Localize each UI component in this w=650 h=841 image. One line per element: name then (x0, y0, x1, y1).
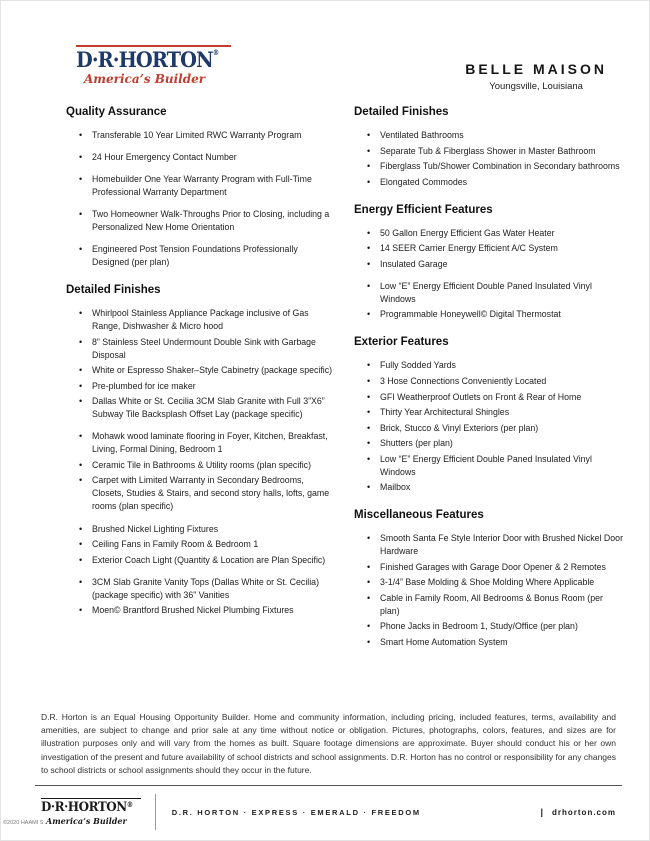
feature-text: Finished Garages with Garage Door Opener & 2 Remotes (380, 561, 606, 572)
section-title: Exterior Features (354, 336, 449, 349)
feature-text: 3-1/4” Base Molding & Shoe Molding Where Applicable (380, 577, 595, 588)
bullet-icon: • (79, 523, 83, 534)
feature-text: 50 Gallon Energy Efficient Gas Water Heater (380, 227, 555, 238)
community-name: BELLE MAISON (465, 61, 607, 77)
feature-item (79, 380, 336, 393)
content-columns (1, 92, 649, 652)
feature-item (367, 391, 624, 404)
brand-families-line: D.R. HORTON · EXPRESS · EMERALD · FREEDOM (171, 807, 421, 817)
feature-text: Programmable Honeywell© Digital Thermostat (380, 309, 561, 320)
feature-text: Engineered Post Tension Foundations Professionally Designed (per plan) (92, 244, 298, 268)
feature-item (79, 129, 336, 142)
feature-text: Low “E” Energy Efficient Double Paned Insulated Vinyl Windows (380, 453, 592, 477)
feature-item (79, 395, 336, 421)
bullet-icon: • (79, 130, 83, 140)
feature-list (354, 227, 624, 322)
feature-item (79, 554, 336, 567)
bullet-icon: • (367, 592, 371, 603)
community-location: Youngsville, Louisiana (489, 81, 583, 92)
community-block (465, 61, 607, 92)
bullet-icon: • (79, 605, 83, 616)
bullet-icon: • (367, 161, 371, 172)
bullet-icon: • (367, 145, 371, 156)
feature-text: 24 Hour Emergency Contact Number (92, 152, 237, 163)
bullet-icon: • (79, 244, 83, 255)
feature-item (79, 151, 336, 164)
feature-item (79, 523, 336, 536)
feature-text: Exterior Coach Light (Quantity & Location are Plan Specific) (92, 554, 326, 565)
bullet-icon: • (367, 375, 371, 386)
feature-item (367, 576, 624, 589)
logo-wordmark-text: D·R·HORTON (76, 47, 213, 72)
feature-text: White or Espresso Shaker–Style Cabinetry (package specific) (92, 365, 333, 376)
feature-item (367, 620, 624, 633)
feature-item (79, 243, 336, 269)
section-title: Quality Assurance (66, 106, 167, 118)
feature-text: 8” Stainless Steel Undermount Double Sink with Garbage Disposal (92, 336, 316, 360)
feature-text: Ventilated Bathrooms (380, 130, 464, 140)
bullet-icon: • (367, 422, 371, 433)
feature-text: Moen© Brantford Brushed Nickel Plumbing Fixtures (92, 605, 294, 616)
page-footer (1, 711, 649, 840)
bullet-icon: • (367, 561, 371, 572)
feature-text: Brushed Nickel Lighting Fixtures (92, 523, 219, 534)
feature-item (367, 406, 624, 419)
feature-list (66, 129, 336, 269)
website-url[interactable]: drhorton.com (552, 807, 616, 817)
feature-item (79, 364, 336, 377)
feature-item (79, 173, 336, 199)
feature-item (367, 422, 624, 435)
footer-row (41, 794, 616, 830)
feature-item (367, 160, 624, 173)
drhorton-logo (76, 45, 231, 92)
feature-text: Homebuilder One Year Warranty Program with Full-Time Professional Warranty Department (92, 174, 312, 198)
feature-list (354, 359, 624, 494)
feature-list (354, 532, 624, 649)
feature-text: Fully Sodded Yards (380, 360, 456, 371)
feature-item (79, 430, 336, 456)
feature-item (367, 532, 624, 558)
feature-item (367, 242, 624, 255)
logo-wordmark (76, 49, 218, 71)
bullet-icon: • (79, 152, 83, 163)
feature-text: 14 SEER Carrier Energy Efficient A/C System (380, 243, 558, 254)
bullet-icon: • (367, 280, 371, 291)
feature-item (79, 459, 336, 472)
feature-list (66, 307, 336, 617)
feature-text: 3CM Slab Granite Vanity Tops (Dallas White or St. Cecilia) (package specific) with 36” Vanities (92, 576, 320, 600)
feature-text: Separate Tub & Fiberglass Shower in Master Bathroom (380, 145, 596, 156)
section-title: Detailed Finishes (354, 106, 449, 118)
bullet-icon: • (367, 621, 371, 632)
feature-item (79, 538, 336, 551)
feature-text: Fiberglass Tub/Shower Combination in Secondary bathrooms (380, 161, 620, 172)
feature-text: Elongated Commodes (380, 176, 468, 187)
bullet-icon: • (79, 475, 83, 486)
feature-text: Cable in Family Room, All Bedrooms & Bonus Room (per plan) (380, 592, 603, 616)
feature-text: Smooth Santa Fe Style Interior Door with Brushed Nickel Door Hardware (380, 533, 623, 557)
website-block (540, 807, 616, 817)
feature-text: Transferable 10 Year Limited RWC Warranty Program (92, 130, 302, 140)
feature-item (367, 453, 624, 479)
bullet-icon: • (79, 174, 83, 185)
feature-item (79, 336, 336, 362)
drhorton-footer-logo (41, 798, 141, 826)
legal-disclaimer: D.R. Horton is an Equal Housing Opportunity Builder. Home and community information, including pricing, included features, terms, availability and amenities, are subject to change and prior sale at any time without notice or obligation. Pictures, photographs, colors, features, and sizes are for illustration purposes only and will vary from the homes as built. Square footage dimensions are approximate. Buyer should conduct his or her own investigation of the present and future availability of school districts and school assignments. D.R. Horton has no control or responsibility for any changes to school districts or school assignments should they occur in the future. (41, 712, 616, 775)
footer-registered-mark: ® (126, 800, 133, 810)
feature-item (367, 227, 624, 240)
bullet-icon: • (367, 533, 371, 544)
feature-item (79, 576, 336, 602)
bullet-icon: • (367, 258, 371, 269)
feature-item (367, 437, 624, 450)
bullet-icon: • (79, 336, 83, 347)
feature-text: GFI Weatherproof Outlets on Front & Rear of Home (380, 391, 582, 402)
bullet-icon: • (79, 380, 83, 391)
feature-text: Two Homeowner Walk-Throughs Prior to Closing, including a Personalized New Home Orientation (92, 209, 330, 233)
feature-item (367, 308, 624, 321)
feature-text: Mailbox (380, 482, 411, 493)
feature-text: Carpet with Limited Warranty in Secondary Bedrooms, Closets, Studies & Stairs, and second story halls, lofts, game rooms (plan specific) (92, 475, 330, 512)
feature-list (354, 129, 624, 189)
bullet-icon: • (367, 453, 371, 464)
feature-item (367, 176, 624, 189)
feature-text: Thirty Year Architectural Shingles (380, 407, 510, 418)
feature-text: Insulated Garage (380, 258, 448, 269)
feature-item (367, 561, 624, 574)
feature-text: Mohawk wood laminate flooring in Foyer, Kitchen, Breakfast, Living, Formal Dining, Bedroom 1 (92, 431, 328, 455)
bullet-icon: • (79, 431, 83, 442)
registered-mark: ® (212, 48, 219, 57)
section-title: Detailed Finishes (66, 284, 161, 297)
footer-logo-tagline: America’s Builder (46, 816, 127, 827)
feature-text: Ceramic Tile in Bathrooms & Utility rooms (plan specific) (92, 459, 312, 470)
feature-item (79, 474, 336, 513)
footer-divider-rule (35, 785, 622, 786)
bullet-icon: • (367, 130, 371, 140)
bullet-icon: • (79, 365, 83, 376)
feature-text: 3 Hose Connections Conveniently Located (380, 375, 547, 386)
feature-item (367, 129, 624, 142)
feature-text: Shutters (per plan) (380, 438, 453, 449)
feature-item (79, 208, 336, 234)
feature-item (367, 636, 624, 649)
feature-item (367, 258, 624, 271)
feature-item (367, 592, 624, 618)
section-title: Miscellaneous Features (354, 509, 484, 522)
bullet-icon: • (79, 539, 83, 550)
feature-text: Dallas White or St. Cecilia 3CM Slab Granite with Full 3”X6” Subway Tile Backsplash Offset Lay (package specific) (92, 396, 325, 420)
bullet-icon: • (367, 360, 371, 371)
bullet-icon: • (79, 396, 83, 407)
bullet-icon: • (367, 391, 371, 402)
bullet-icon: • (367, 176, 371, 187)
feature-item (367, 481, 624, 494)
logo-tagline: America’s Builder (84, 72, 206, 87)
section-title: Energy Efficient Features (354, 203, 493, 216)
bullet-icon: • (367, 309, 371, 320)
feature-item (367, 375, 624, 388)
bullet-icon: • (367, 636, 371, 647)
feature-text: Whirlpool Stainless Appliance Package inclusive of Gas Range, Dishwasher & Micro hood (92, 308, 309, 332)
bullet-icon: • (367, 227, 371, 238)
bullet-icon: • (367, 243, 371, 254)
copyright-note: ©2020 HAAMI S (3, 820, 44, 826)
page-header (1, 1, 649, 92)
bullet-icon: • (367, 577, 371, 588)
column-2 (354, 106, 624, 652)
feature-text: Brick, Stucco & Vinyl Exteriors (per plan) (380, 422, 539, 433)
feature-text: Low “E” Energy Efficient Double Paned Insulated Vinyl Windows (380, 280, 592, 304)
vertical-divider (155, 794, 156, 830)
bullet-icon: • (367, 407, 371, 418)
bullet-icon: • (79, 209, 83, 220)
bullet-icon: • (367, 438, 371, 449)
footer-logo-rule (41, 798, 141, 800)
feature-text: Phone Jacks in Bedroom 1, Study/Office (per plan) (380, 621, 578, 632)
column-1 (66, 106, 336, 652)
bullet-icon: • (79, 576, 83, 587)
feature-item (79, 604, 336, 617)
bullet-icon: • (79, 554, 83, 565)
footer-logo-wordmark-text: D·R·HORTON (41, 800, 127, 816)
feature-item (367, 359, 624, 372)
bullet-icon: • (367, 482, 371, 493)
feature-item (367, 280, 624, 306)
website-pipe: | (540, 807, 543, 817)
feature-text: Smart Home Automation System (380, 636, 508, 647)
feature-text: Pre-plumbed for ice maker (92, 380, 196, 391)
bullet-icon: • (79, 308, 83, 319)
feature-item (79, 307, 336, 333)
bullet-icon: • (79, 459, 83, 470)
footer-logo-wordmark (41, 801, 133, 815)
feature-item (367, 145, 624, 158)
feature-text: Ceiling Fans in Family Room & Bedroom 1 (92, 539, 259, 550)
